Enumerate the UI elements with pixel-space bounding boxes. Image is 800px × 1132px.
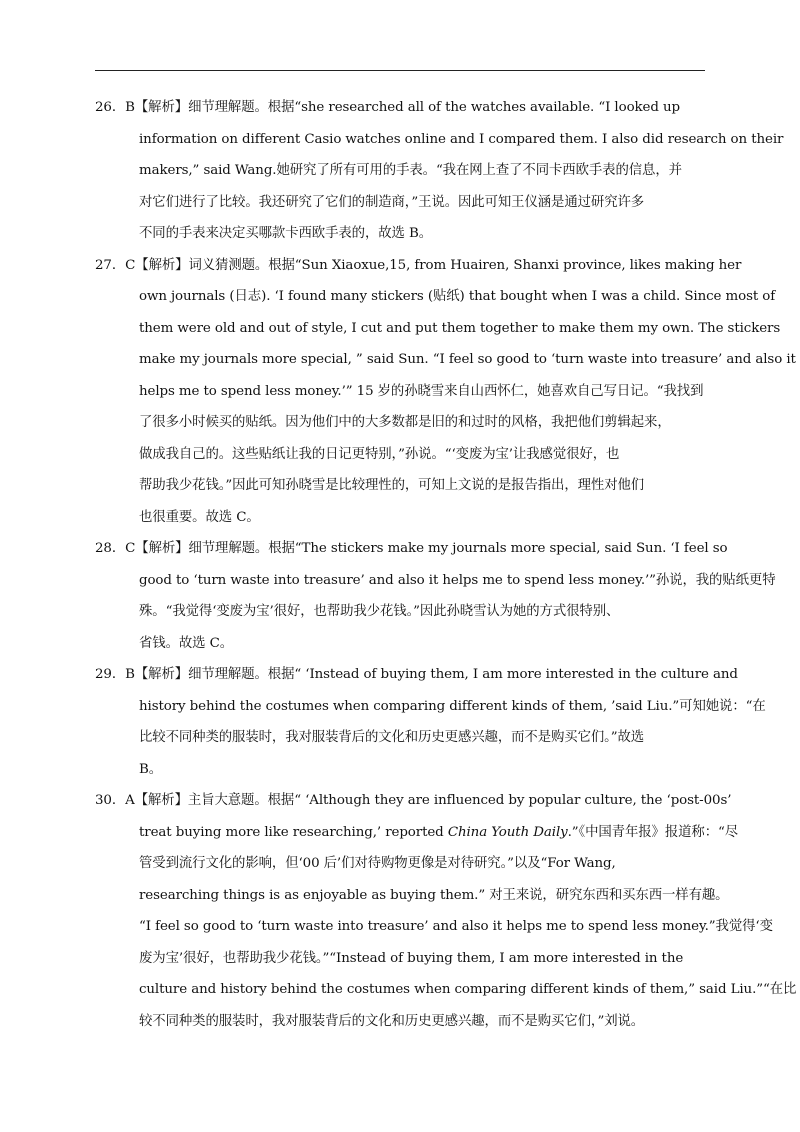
explanation-26-line-1 — [95, 92, 707, 124]
analysis-tag: 【解析】 — [135, 541, 189, 556]
question-number: 28． — [95, 541, 126, 556]
explanation-29 — [95, 659, 766, 785]
explanation-text: 细节理解题。根据“ ‘Instead of buying them, I am more interested in the culture and — [188, 667, 738, 682]
question-number: 26． — [95, 100, 126, 115]
explanation-line — [95, 817, 739, 849]
question-number: 27． — [95, 257, 126, 273]
newspaper-title: China Youth Daily — [447, 824, 568, 840]
explanation-line: 殊。“我觉得‘变废为宝’很好，也帮助我少花钱。”因此孙晓雪认为她的方式很特别、 — [139, 604, 620, 619]
explanation-line: 比较不同种类的服装时，我对服装背后的文化和历史更感兴趣，而不是购买它们。”故选 — [139, 730, 645, 745]
answer-letter: C — [125, 541, 136, 556]
explanation-line: 帮助我少花钱。”因此可知孙晓雪是比较理性的，可知上文说的是报告指出，理性对他们 — [139, 478, 645, 493]
explanation-28-line-1 — [95, 533, 728, 565]
header-rule — [95, 70, 705, 71]
question-number: 30． — [95, 793, 126, 808]
analysis-tag: 【解析】 — [134, 667, 189, 682]
explanation-line: own journals (日志). ‘I found many stickers (贴纸) that bought when I was a child. Since most of — [139, 289, 776, 304]
answer-letter: B — [125, 100, 135, 115]
explanation-line: information on different Casio watches online and I compared them. I also did research on their — [139, 131, 784, 147]
explanation-text: 词义猜测题。根据“Sun Xiaoxue,15, from Huairen, Shanxi province, likes making her — [188, 257, 742, 273]
explanation-text: treat buying more like researching,’ reported — [139, 824, 448, 840]
explanation-line: makers,” said Wang.她研究了所有可用的手表。“我在网上查了不同卡西欧手表的信息，并 — [139, 163, 682, 178]
explanation-line: 较不同种类的服装时，我对服装背后的文化和历史更感兴趣，而不是购买它们，”刘说。 — [139, 1013, 645, 1029]
explanation-line: B。 — [139, 761, 163, 777]
explanation-line: helps me to spend less money.’” 15 岁的孙晓雪来自山西怀仁，她喜欢自己写日记。“我找到 — [139, 383, 704, 399]
analysis-tag: 【解析】 — [134, 100, 189, 115]
explanation-line: 做成我自己的。这些贴纸让我的日记更特别，”孙说。“‘变废为宝’让我感觉很好，也 — [139, 446, 620, 462]
explanation-28 — [95, 533, 776, 659]
explanation-text: 细节理解题。根据“The stickers make my journals more special, said Sun. ‘I feel so — [188, 541, 728, 556]
explanation-line: “I feel so good to ‘turn waste into treasure’ and also it helps me to spend less money.”我觉得‘变 — [139, 919, 773, 934]
answer-letter: A — [125, 793, 135, 808]
explanation-text: 细节理解题。根据“she researched all of the watches available. “I looked up — [188, 100, 680, 115]
explanation-line: culture and history behind the costumes when comparing different kinds of them,” said Liu.”“在比 — [139, 982, 797, 997]
explanation-line: history behind the costumes when comparing different kinds of them, ’said Liu.”可知她说：“在 — [139, 698, 766, 714]
explanation-line: 省钱。故选 C。 — [139, 635, 234, 651]
explanation-line: 废为宝’很好，也帮助我少花钱。”“Instead of buying them, I am more interested in the — [139, 950, 684, 966]
explanation-27 — [95, 250, 796, 534]
explanation-29-line-1 — [95, 659, 738, 691]
explanation-line: them were old and out of style, I cut and put them together to make them my own. The stickers — [139, 320, 781, 336]
explanation-line: good to ‘turn waste into treasure’ and also it helps me to spend less money.’”孙说，我的贴纸更特 — [139, 572, 776, 588]
explanation-26 — [95, 92, 784, 250]
explanation-text: 主旨大意题。根据“ ‘Although they are influenced by popular culture, the ‘post-00s’ — [187, 793, 732, 808]
explanation-line: 也很重要。故选 C。 — [139, 509, 260, 525]
analysis-tag: 【解析】 — [134, 793, 188, 808]
question-number: 29． — [95, 667, 126, 682]
explanation-line: 了很多小时候买的贴纸。因为他们中的大多数都是旧的和过时的风格，我把他们剪辑起来， — [139, 415, 671, 430]
explanation-text: .”《中国青年报》报道称：“尽 — [567, 824, 739, 840]
explanation-line: 对它们进行了比较。我还研究了它们的制造商，”王说。因此可知王仪涵是通过研究许多 — [139, 194, 645, 210]
answer-letter: B — [125, 667, 135, 682]
explanation-line: make my journals more special, ” said Sun. “I feel so good to ‘turn waste into treasure’ and also it — [139, 352, 796, 367]
explanation-line: 管受到流行文化的影响，但‘00 后’们对待购物更像是对待研究。”以及“For Wang, — [139, 856, 616, 871]
explanation-27-line-1 — [95, 250, 742, 282]
explanation-line: researching things is as enjoyable as buying them.” 对王来说，研究东西和买东西一样有趣。 — [139, 887, 729, 903]
answer-letter: C — [125, 257, 136, 273]
explanation-line: 不同的手表来决定买哪款卡西欧手表的，故选 B。 — [139, 226, 432, 241]
analysis-tag: 【解析】 — [135, 257, 189, 273]
explanation-30 — [95, 785, 797, 1037]
explanation-30-line-1 — [95, 785, 732, 817]
document-body — [95, 92, 797, 1037]
